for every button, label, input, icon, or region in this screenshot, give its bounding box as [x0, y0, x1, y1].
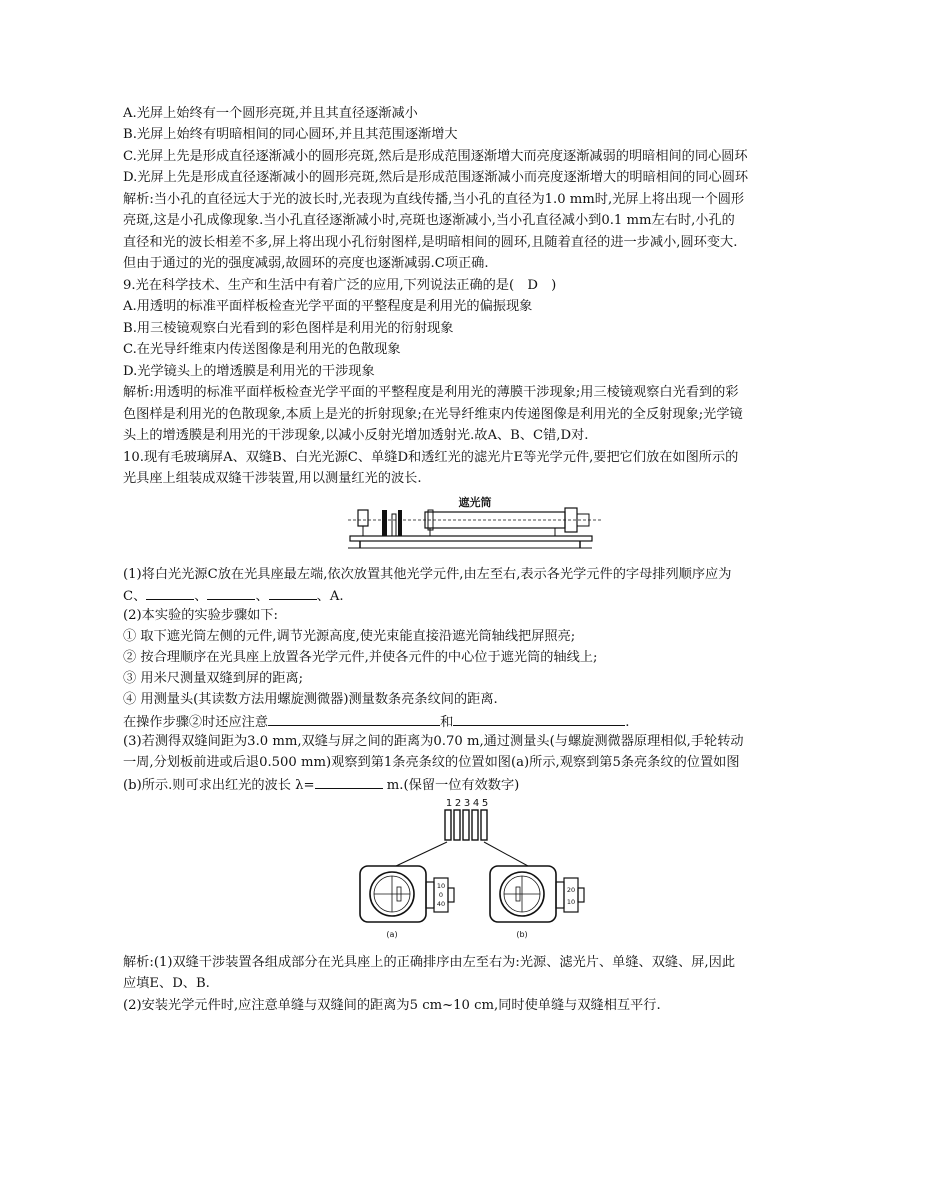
- gauge-b-scale: 20: [566, 886, 576, 894]
- q9-option-c: C.在光导纤维束内传送图像是利用光的色散现象: [123, 342, 401, 357]
- q10-part1-line: (1)将白光光源C放在光具座最左端,依次放置其他光学元件,由左至右,表示各光学元件的字母排列顺序应为: [123, 567, 732, 582]
- q8-analysis-line: 直径和光的波长相差不多,屏上将出现小孔衍射图样,是明暗相间的圆环,且随着直径的进一步减小,圆环变大.: [123, 235, 738, 250]
- optical-bench-diagram: [340, 492, 610, 556]
- q8-option-a: A.光屏上始终有一个圆形亮斑,并且其直径逐渐减小: [123, 106, 418, 121]
- q10-analysis-line: 解析:(1)双缝干涉装置各组成部分在光具座上的正确排序由左至右为:光源、滤光片、单缝、双缝、屏,因此: [123, 955, 736, 970]
- bench-rail: [350, 536, 592, 541]
- filter-holder: [382, 510, 387, 536]
- fringe-number: 1: [445, 798, 453, 809]
- gauge-a-scale: 10: [436, 882, 446, 890]
- step-2: ② 按合理顺序在光具座上放置各光学元件,并使各元件的中心位于遮光筒的轴线上;: [123, 650, 598, 665]
- q8-option-d: D.光屏上先是形成直径逐渐减小的圆形亮斑,然后是形成范围逐渐减小而亮度逐渐增大的明暗相间的同心圆环: [123, 170, 749, 185]
- gauge-a-drum-sleeve: [426, 882, 434, 908]
- gauge-a-knob: [448, 888, 454, 902]
- part1-c-label: C、: [123, 589, 147, 604]
- light-source: [358, 510, 368, 526]
- fringe-number: 3: [463, 798, 471, 809]
- pointer-line: [484, 842, 528, 866]
- step-3: ③ 用米尺测量双缝到屏的距离;: [123, 671, 304, 686]
- fringe-number: 2: [454, 798, 462, 809]
- bright-fringe: [445, 810, 451, 840]
- caption-a: (a): [386, 930, 398, 939]
- wavelength-suffix: m.(保留一位有效数字): [382, 778, 520, 793]
- gauge-b-knob: [578, 888, 584, 902]
- gauge-b-drum-sleeve: [556, 882, 564, 908]
- answer-blank[interactable]: [207, 585, 255, 600]
- light-tube-label: 遮光筒: [458, 496, 492, 509]
- step-4: ④ 用测量头(其读数方法用螺旋测微器)测量数条亮条纹间的距离.: [123, 692, 498, 707]
- q8-analysis-line: 解析:当小孔的直径远大于光的波长时,光表现为直线传播,当小孔的直径为1.0 mm时,光屏上将出现一个圆形: [123, 192, 745, 207]
- fringe-number: 4: [472, 798, 480, 809]
- q9-analysis-line: 头上的增透膜是利用光的干涉现象,以减小反射光增加透射光.故A、B、C错,D对.: [123, 428, 589, 443]
- pointer-line: [396, 842, 447, 866]
- note-and: 和: [440, 715, 454, 730]
- caption-b: (b): [516, 930, 528, 939]
- q10-part3-line: 一周,分划板前进或后退0.500 mm)观察到第1条亮条纹的位置如图(a)所示,观察到第5条亮条纹的位置如图: [123, 755, 740, 770]
- q8-analysis-line: 亮斑,这是小孔成像现象.当小孔直径逐渐减小时,亮斑也逐渐减小,当小孔直径减小到0.1 mm左右时,小孔的: [123, 213, 735, 228]
- q9-option-a: A.用透明的标准平面样板检查光学平面的平整程度是利用光的偏振现象: [123, 299, 533, 314]
- step-1: ① 取下遮光筒左侧的元件,调节光源高度,使光束能直接沿遮光筒轴线把屏照亮;: [123, 629, 576, 644]
- single-slit-holder: [392, 514, 396, 536]
- answer-blank[interactable]: [315, 774, 383, 789]
- q8-option-c: C.光屏上先是形成直径逐渐减小的圆形亮斑,然后是形成范围逐渐增大而亮度逐渐减弱的明暗相间的同心圆环: [123, 149, 748, 164]
- q8-option-b: B.光屏上始终有明暗相间的同心圆环,并且其范围逐渐增大: [123, 127, 458, 142]
- separator: 、: [194, 589, 208, 604]
- q9-analysis-line: 解析:用透明的标准平面样板检查光学平面的平整程度是利用光的薄膜干涉现象;用三棱镜观察白光看到的彩: [123, 385, 739, 400]
- q10-part2-note-line: [123, 711, 629, 733]
- measuring-head-figure: [350, 796, 600, 944]
- bright-fringe: [472, 810, 478, 840]
- q10-part3-answer-line: [123, 774, 519, 796]
- q9-stem: 9.光在科学技术、生产和生活中有着广泛的应用,下列说法正确的是( D ): [123, 278, 557, 293]
- bright-fringe: [463, 810, 469, 840]
- q10-part3-line: (3)若测得双缝间距为3.0 mm,双缝与屏之间的距离为0.70 m,通过测量头(与螺旋测微器原理相似,手轮转动: [123, 734, 744, 749]
- q10-analysis-line: 应填E、D、B.: [123, 976, 210, 991]
- separator: 、: [255, 589, 269, 604]
- gauge-a-scale: 0: [438, 891, 444, 899]
- gauge-b-scale: 10: [566, 898, 576, 906]
- fringe-number: 5: [481, 798, 489, 809]
- q10-stem-line: 光具座上组装成双缝干涉装置,用以测量红光的波长.: [123, 471, 422, 486]
- q8-analysis-line: 但由于通过的光的强度减弱,故圆环的亮度也逐渐减弱.C项正确.: [123, 256, 489, 271]
- answer-blank[interactable]: [268, 711, 440, 726]
- q9-option-d: D.光学镜头上的增透膜是利用光的干涉现象: [123, 364, 375, 379]
- bright-fringe: [481, 810, 487, 840]
- double-slit-holder: [398, 510, 402, 536]
- part1-end: 、A.: [316, 589, 344, 604]
- q9-analysis-line: 色图样是利用光的色散现象,本质上是光的折射现象;在光导纤维束内传递图像是利用光的全反射现象;光学镜: [123, 407, 743, 422]
- answer-blank[interactable]: [146, 585, 194, 600]
- note-end: .: [625, 715, 630, 730]
- q9-option-b: B.用三棱镜观察白光看到的彩色图样是利用光的衍射现象: [123, 321, 454, 336]
- optical-bench-figure: [340, 492, 610, 556]
- measuring-head-diagram: [350, 796, 600, 944]
- answer-blank[interactable]: [269, 585, 317, 600]
- q10-part2-title: (2)本实验的实验步骤如下:: [123, 608, 278, 623]
- q10-part1-answer-line: [123, 585, 344, 607]
- gauge-a-scale: 40: [436, 900, 446, 908]
- q10-analysis-line: (2)安装光学元件时,应注意单缝与双缝间的距离为5 cm~10 cm,同时使单缝与双缝相互平行.: [123, 998, 661, 1013]
- gauge-b-drum: [564, 878, 578, 912]
- wavelength-prefix: (b)所示.则可求出红光的波长 λ=: [123, 778, 315, 793]
- bright-fringe: [454, 810, 460, 840]
- q10-stem-line: 10.现有毛玻璃屏A、双缝B、白光光源C、单缝D和透红光的滤光片E等光学元件,要把它们放在如图所示的: [123, 450, 739, 465]
- note-prefix: 在操作步骤②时还应注意: [123, 715, 269, 730]
- answer-blank[interactable]: [453, 711, 625, 726]
